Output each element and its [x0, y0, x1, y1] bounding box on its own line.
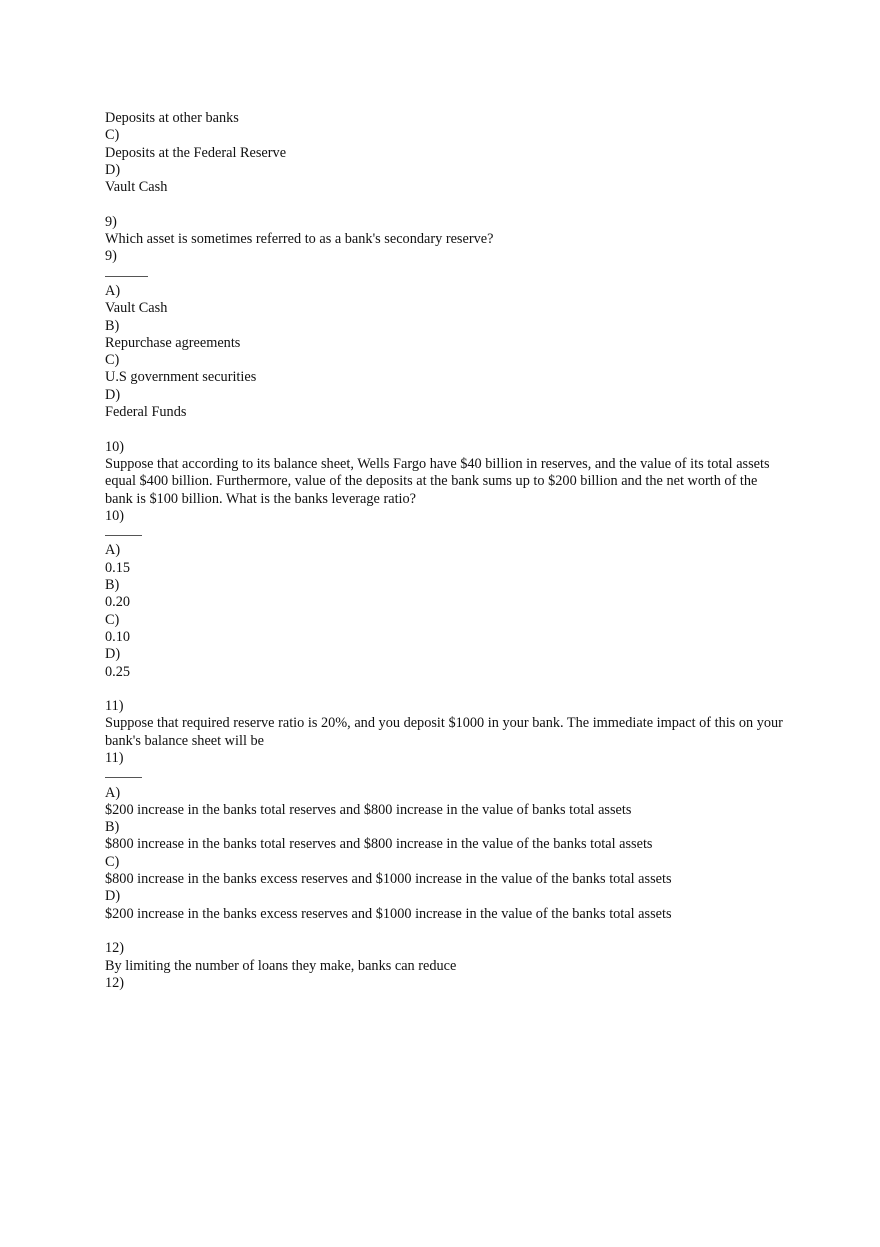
question-number: 11): [105, 698, 124, 715]
blank-underline: [105, 276, 148, 277]
option-text: 0.20: [105, 594, 131, 611]
option-letter: A): [105, 282, 121, 299]
option-text: $800 increase in the banks total reserves and $800 increase in the value of the banks total assets: [105, 836, 653, 853]
option-letter: C): [105, 853, 120, 870]
blank-underline: [105, 777, 142, 778]
blank-underline: [105, 535, 142, 536]
option-text: 0.10: [105, 628, 131, 645]
answer-blank-line[interactable]: [105, 767, 805, 784]
option-text: 0.25: [105, 663, 131, 680]
option-text: Deposits at other banks: [105, 110, 239, 126]
option-letter: C): [105, 352, 120, 369]
option-text: 0.15: [105, 559, 131, 576]
option-text: Federal Funds: [105, 404, 187, 421]
question-text: Which asset is sometimes referred to as a bank's secondary reserve?: [105, 231, 494, 248]
spacer: [105, 421, 805, 438]
option-letter: C): [105, 127, 120, 144]
option-text: Deposits at the Federal Reserve: [105, 144, 287, 161]
question-8-tail: [105, 110, 805, 196]
question-12: [105, 940, 805, 992]
question-number: 10): [105, 438, 125, 455]
option-letter: B): [105, 819, 120, 836]
spacer: [105, 923, 805, 940]
question-11: [105, 698, 805, 923]
option-letter: D): [105, 161, 121, 178]
exam-content: [105, 110, 805, 992]
option-letter: A): [105, 784, 121, 801]
spacer: [105, 196, 805, 213]
question-text: By limiting the number of loans they make, banks can reduce: [105, 957, 457, 974]
option-letter: C): [105, 611, 120, 628]
option-letter: B): [105, 317, 120, 334]
option-text: U.S government securities: [105, 369, 257, 386]
question-number: 9): [105, 213, 117, 230]
question-number: 12): [105, 940, 125, 957]
option-text: $200 increase in the banks excess reserves and $1000 increase in the value of the banks total assets: [105, 905, 672, 922]
spacer: [105, 681, 805, 698]
option-text: Repurchase agreements: [105, 334, 241, 351]
answer-blank-line[interactable]: [105, 525, 805, 542]
question-9: [105, 214, 805, 422]
answer-number: 9): [105, 248, 117, 265]
answer-number: 10): [105, 507, 125, 524]
option-text: Vault Cash: [105, 179, 168, 196]
option-letter: B): [105, 577, 120, 594]
question-10: [105, 439, 805, 681]
option-letter: D): [105, 646, 121, 663]
option-letter: A): [105, 542, 121, 559]
option-text: $800 increase in the banks excess reserves and $1000 increase in the value of the banks total assets: [105, 871, 672, 888]
option-text: Vault Cash: [105, 300, 168, 317]
option-letter: D): [105, 888, 121, 905]
question-text: Suppose that according to its balance sheet, Wells Fargo have $40 billion in reserves, and the value of its total assets equal $400 billion. Furthermore, value of the deposits at the bank sums up to $200 billion and the net worth of the bank is $100 billion. What is the banks leverage ratio?: [105, 455, 770, 507]
option-letter: D): [105, 386, 121, 403]
option-text: $200 increase in the banks total reserves and $800 increase in the value of banks total assets: [105, 801, 632, 818]
answer-blank-line[interactable]: [105, 266, 805, 283]
answer-number: 12): [105, 974, 125, 991]
answer-number: 11): [105, 749, 124, 766]
question-text: Suppose that required reserve ratio is 20%, and you deposit $1000 in your bank. The immediate impact of this on your bank's balance sheet will be: [105, 715, 783, 749]
